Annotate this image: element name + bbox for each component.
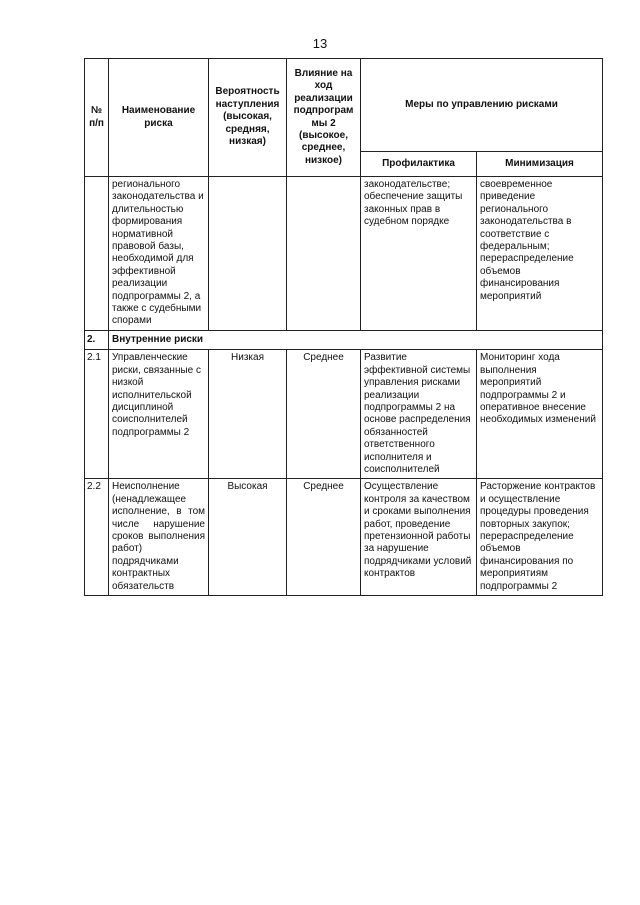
cell-risk-name: регионального законодательства и длительностью формирования нормативной правовой базы, необходимой для эффективной реализации подпрограммы 2, а также с судебными спорами [109, 177, 209, 331]
cell-risk-name: Неисполнение (ненадлежащее исполнение, в том числе нарушение сроков выполнения работ) подрядчиками контрактных обязательств [109, 479, 209, 596]
table-row [85, 350, 603, 479]
section-num: 2. [85, 330, 109, 349]
header-impact: Влияние на ход реализации подпрограм мы 2 (высокое, среднее, низкое) [287, 59, 361, 177]
cell-num: 2.1 [85, 350, 109, 479]
header-measures: Меры по управлению рисками [361, 59, 603, 152]
cell-probability: Низкая [209, 350, 287, 479]
table-header-row [85, 59, 603, 152]
risk-management-table [84, 58, 603, 596]
cell-prevention: Осуществление контроля за качеством и сроками выполнения работ, проведение претензионной работы за нарушение подрядчиками условий контрактов [361, 479, 477, 596]
cell-impact [287, 177, 361, 331]
header-num: № п/п [85, 59, 109, 177]
cell-risk-name: Управленческие риски, связанные с низкой исполнительской дисциплиной соисполнителей подпрограммы 2 [109, 350, 209, 479]
header-prevention: Профилактика [361, 152, 477, 177]
cell-num: 2.2 [85, 479, 109, 596]
cell-minimization: своевременное приведение регионального законодательства в соответствие с федеральным; перераспределение объемов финансирования мероприятий [477, 177, 603, 331]
cell-minimization: Мониторинг хода выполнения мероприятий подпрограммы 2 и оперативное внесение необходимых изменений [477, 350, 603, 479]
cell-impact: Среднее [287, 350, 361, 479]
cell-num [85, 177, 109, 331]
header-probability: Вероятность наступления (высокая, средняя, низкая) [209, 59, 287, 177]
cell-prevention: Развитие эффективной системы управления рисками реализации подпрограммы 2 на основе распределения обязанностей ответственного исполнителя и соисполнителей [361, 350, 477, 479]
table-row-continuation [85, 177, 603, 331]
cell-prevention: законодательстве; обеспечение защиты законных прав в судебном порядке [361, 177, 477, 331]
cell-impact: Среднее [287, 479, 361, 596]
section-row-internal-risks [85, 330, 603, 349]
cell-minimization: Расторжение контрактов и осуществление процедуры проведения повторных закупок; перераспределение объемов финансирования по мероприятиям подпрограммы 2 [477, 479, 603, 596]
page-number: 13 [312, 36, 328, 51]
header-risk-name: Наименование риска [109, 59, 209, 177]
cell-probability [209, 177, 287, 331]
header-minimization: Минимизация [477, 152, 603, 177]
table-row [85, 479, 603, 596]
section-title: Внутренние риски [109, 330, 603, 349]
cell-probability: Высокая [209, 479, 287, 596]
